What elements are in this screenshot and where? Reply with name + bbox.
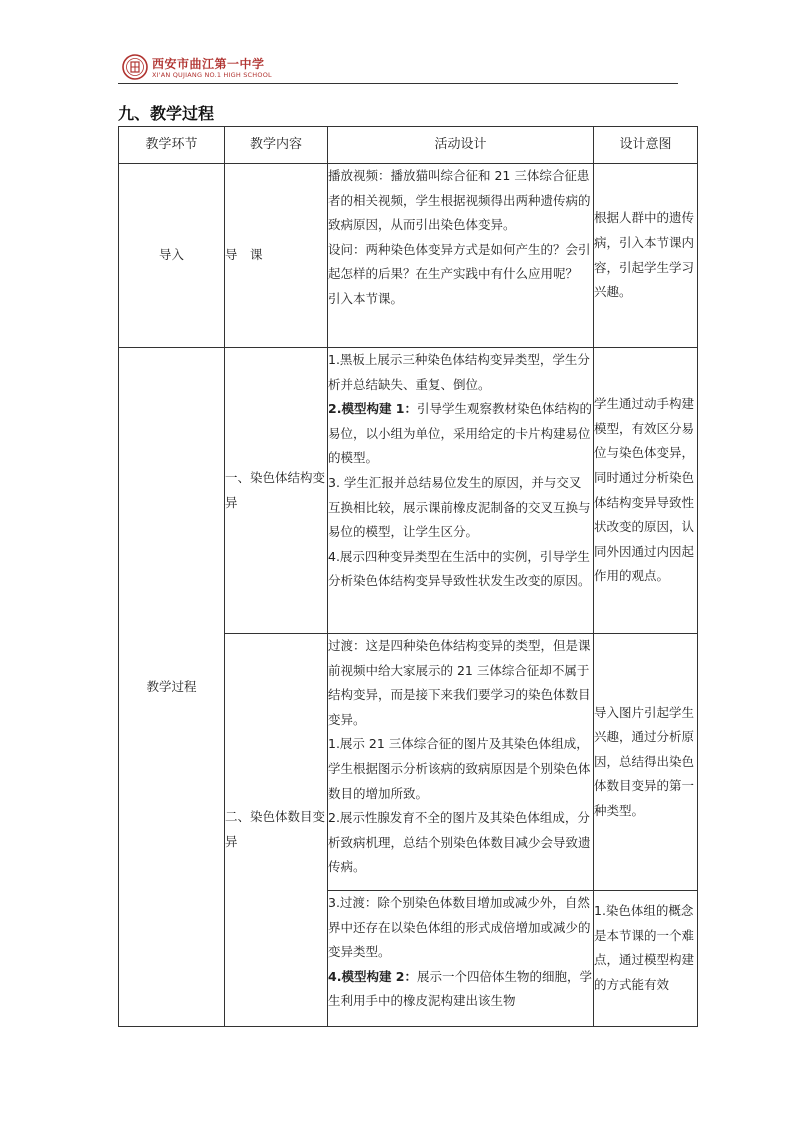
activity-paragraph: 4.展示四种变异类型在生活中的实例，引导学生分析染色体结构变异导致性状发生改变的原因。 [328,548,591,589]
activity-paragraph: 3.过渡：除个别染色体数目增加或减少外，自然界中还存在以染色体组的形式成倍增加或减少的变异类型。 [328,895,591,960]
header-stage: 教学环节 [119,127,225,164]
activity-paragraph: 1.黑板上展示三种染色体结构变异类型，学生分析并总结缺失、重复、倒位。 [328,352,590,392]
content-cell: 导 课 [225,164,328,348]
activity-paragraph: 1.展示 21 三体综合征的图片及其染色体组成，学生根据图示分析该病的致病原因是个别染色体数目的增加所致。 [328,736,591,801]
header-content: 教学内容 [225,127,328,164]
school-name-en: XI'AN QUJIANG NO.1 HIGH SCHOOL [152,71,272,79]
content-cell: 二、染色体数目变异 [225,634,328,1027]
activity-cell [328,891,594,1027]
activity-paragraph: 2.模型构建 1：引导学生观察教材染色体结构的易位，以小组为单位，采用给定的卡片构建易位的模型。 [328,401,593,466]
activity-paragraph: 播放视频：播放猫叫综合征和 21 三体综合征患者的相关视频，学生根据视频得出两种遗传病的致病原因，从而引出染色体变异。 [328,168,591,233]
activity-cell [328,348,594,634]
activity-cell [328,164,594,348]
school-logo-icon [122,54,148,80]
table-row [119,348,698,634]
school-name-cn: 西安市曲江第一中学 [152,57,265,71]
activity-paragraph: 过渡：这是四种染色体结构变异的类型，但是课前视频中给大家展示的 21 三体综合征却不属于结构变异，而是接下来我们要学习的染色体数目变异。 [328,638,591,727]
header-divider [118,83,678,84]
activity-cell [328,634,594,891]
intent-cell: 1.染色体组的概念是本节课的一个难点，通过模型构建的方式能有效 [594,891,698,1027]
page-header [118,52,678,86]
table-row [119,164,698,348]
teaching-process-table [118,126,698,1027]
activity-paragraph: 3. 学生汇报并总结易位发生的原因，并与交叉互换相比较，展示课前橡皮泥制备的交叉互换与易位的模型，让学生区分。 [328,474,591,540]
intent-cell: 导入图片引起学生兴趣，通过分析原因，总结得出染色体数目变异的第一种类型。 [594,634,698,891]
activity-paragraph: 2.展示性腺发育不全的图片及其染色体组成，分析致病机理，总结个别染色体数目减少会导致遗传病。 [328,810,591,875]
intent-cell: 学生通过动手构建模型，有效区分易位与染色体变异，同时通过分析染色体结构变异导致性状改变的原因，认同外因通过内因起作用的观点。 [594,348,698,634]
content-cell: 一、染色体结构变异 [225,348,328,634]
intent-cell: 根据人群中的遗传病，引入本节课内容，引起学生学习兴趣。 [594,164,698,348]
stage-cell: 导入 [119,164,225,348]
section-title: 九、教学过程 [118,104,215,123]
activity-paragraph: 设问：两种染色体变异方式是如何产生的？会引起怎样的后果？在生产实践中有什么应用呢？ 引入本节课。 [328,241,591,306]
header-activity: 活动设计 [328,127,594,164]
activity-paragraph: 4.模型构建 2：展示一个四倍体生物的细胞，学生利用手中的橡皮泥构建出该生物 [328,968,593,1009]
stage-cell: 教学过程 [119,348,225,1027]
header-intent: 设计意图 [594,127,698,164]
table-header-row [119,127,698,164]
